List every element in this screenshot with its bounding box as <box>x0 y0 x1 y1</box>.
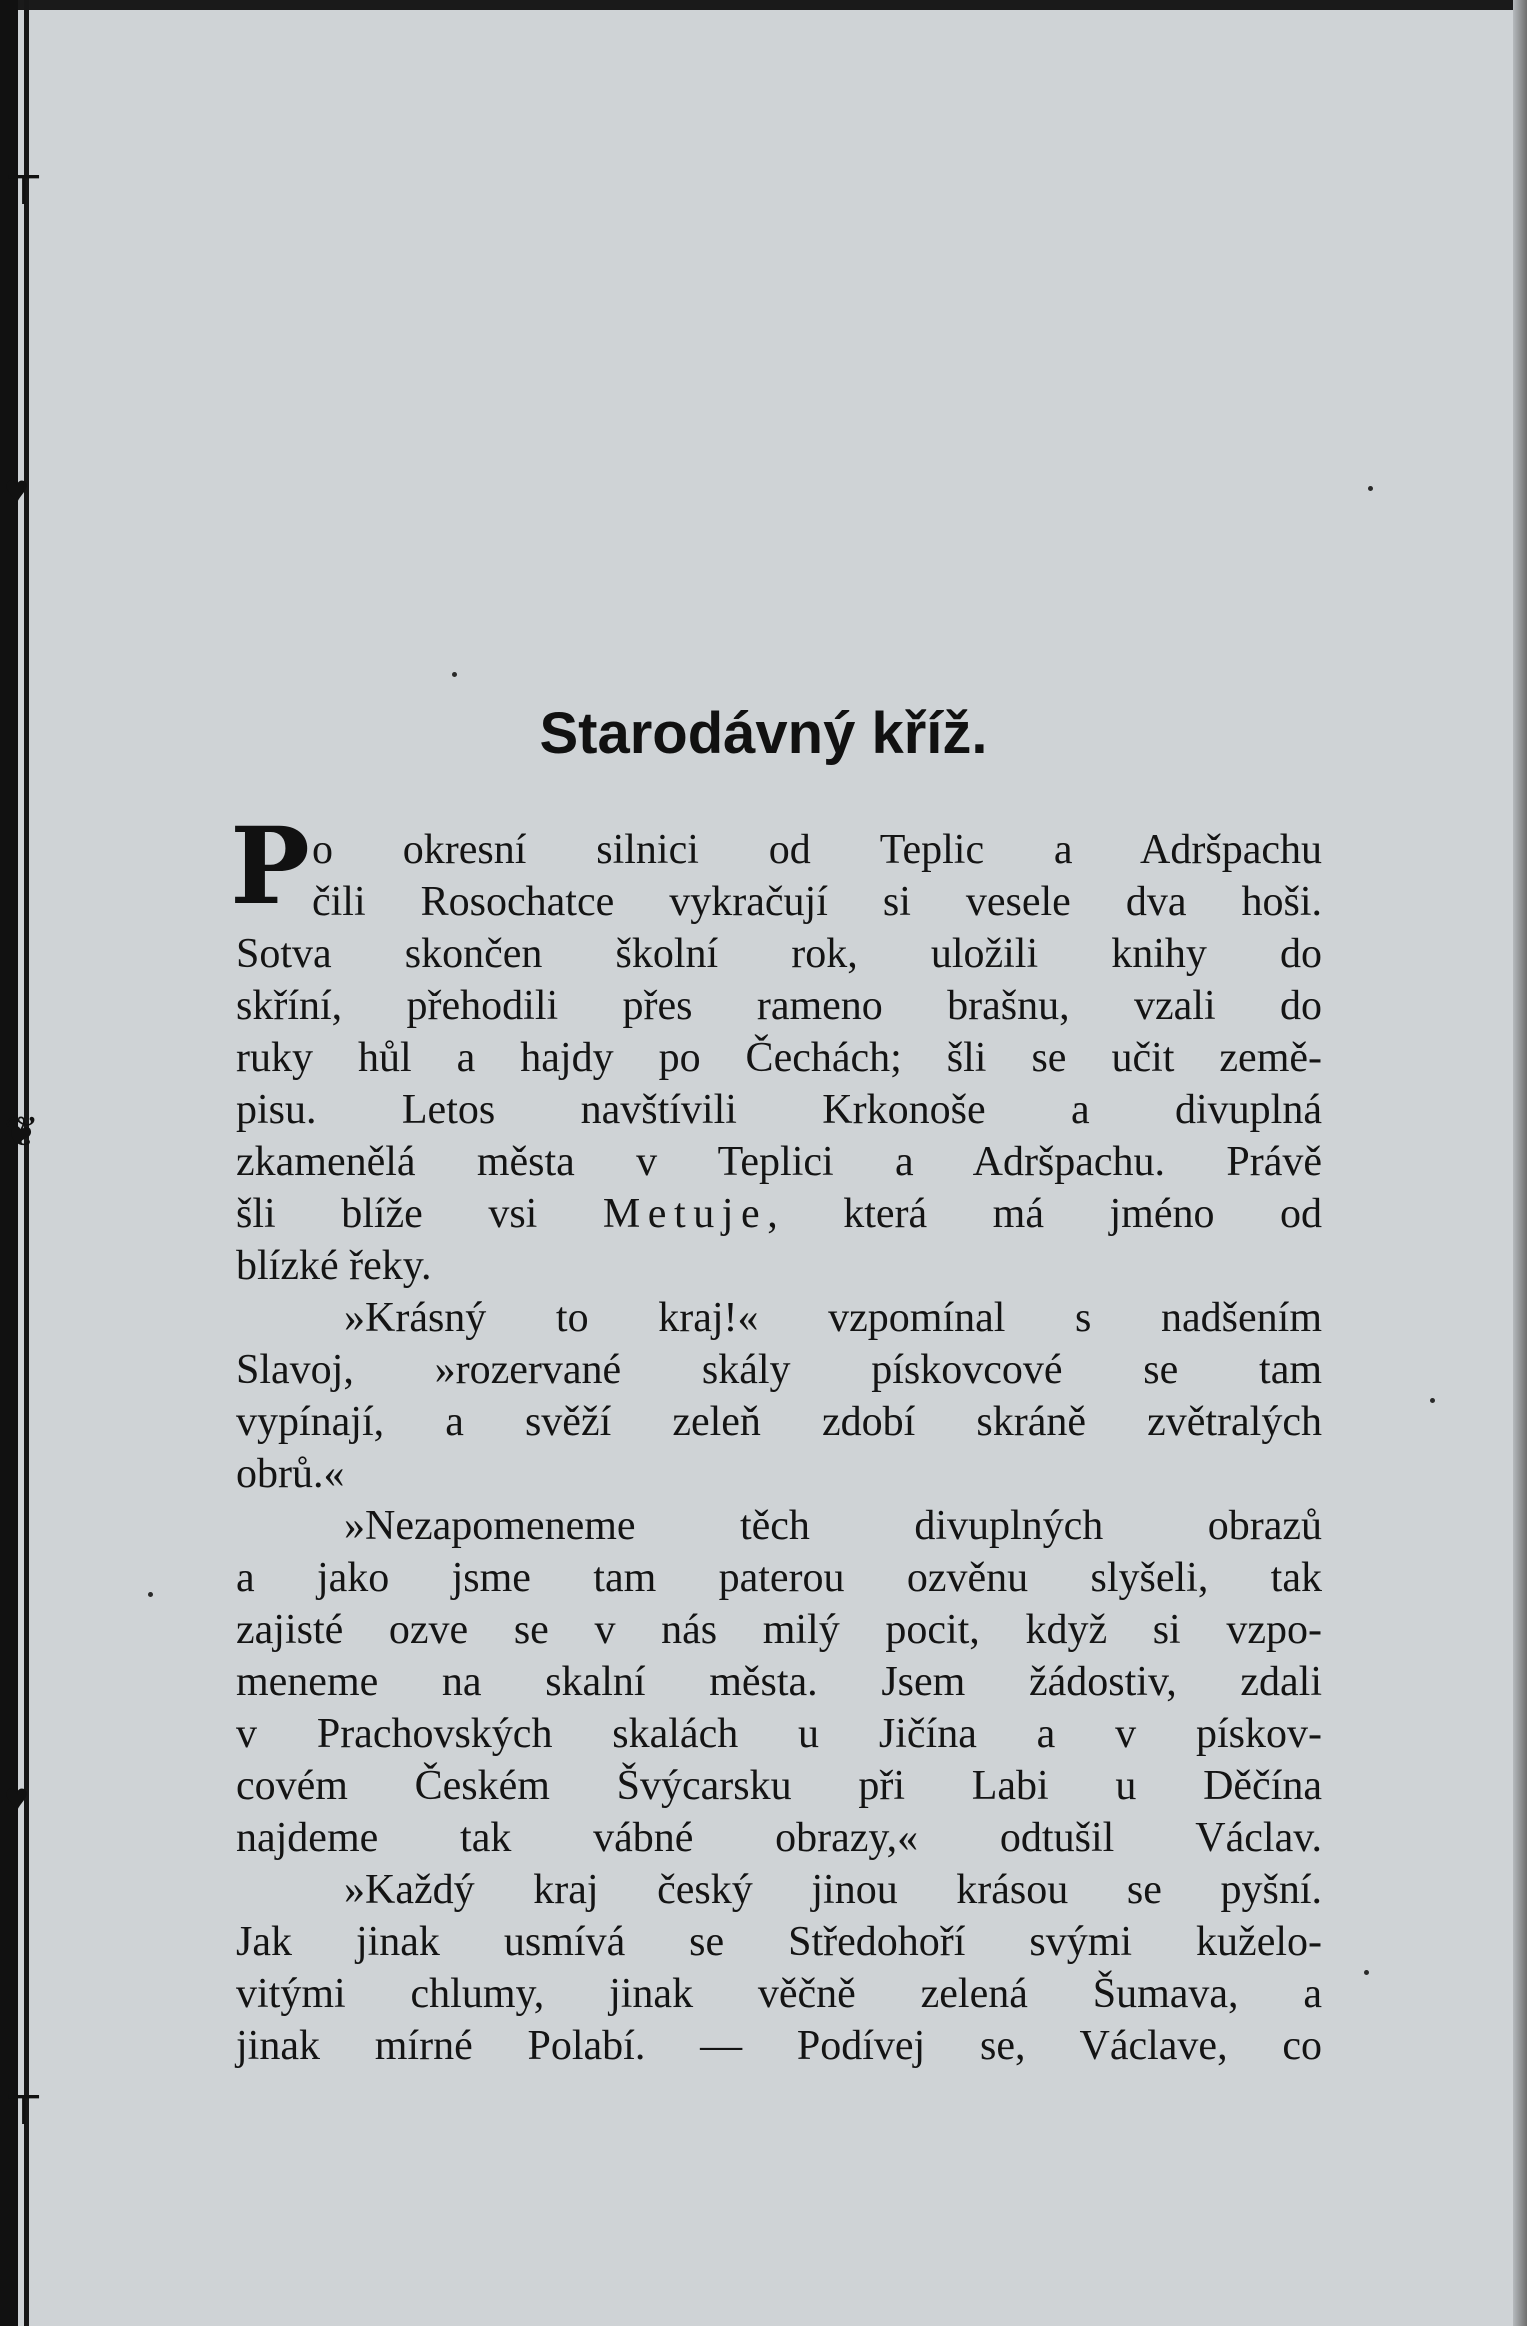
paper-speck <box>148 1592 153 1597</box>
page-right-edge <box>1513 0 1527 2326</box>
text-line: v Prachovských skalách u Jičína a v pískov- <box>236 1711 1322 1757</box>
page-top-edge <box>0 0 1527 10</box>
text-line: ruky hůl a hajdy po Čechách; šli se učit země- <box>236 1035 1322 1081</box>
text-line: zajisté ozve se v nás milý pocit, když si vzpo- <box>236 1607 1322 1653</box>
text-line: zkamenělá města v Teplici a Adršpachu. Právě <box>236 1139 1322 1185</box>
binding-ornament-icon: ♥ <box>4 1776 29 1822</box>
text-line: najdeme tak vábné obrazy,« odtušil Václav. <box>236 1815 1322 1861</box>
binding-ornament-icon: ❦ <box>4 1110 40 1156</box>
text-line: o okresní silnici od Teplic a Adršpachu <box>312 827 1322 873</box>
binding-ornament-icon: ⊤ <box>4 168 44 214</box>
text-segment: šli blíže vsi <box>236 1191 538 1237</box>
binding-rule <box>24 0 29 2326</box>
emphasized-name: Metuje <box>602 1191 768 1237</box>
paper-speck <box>1364 1970 1369 1975</box>
text-line: pisu. Letos navštívili Krkonoše a divuplná <box>236 1087 1322 1133</box>
text-line: »Krásný to kraj!« vzpomínal s nadšením <box>344 1295 1322 1341</box>
text-line: »Každý kraj český jinou krásou se pyšní. <box>344 1867 1322 1913</box>
text-line: skříní, přehodili přes rameno brašnu, vzali do <box>236 983 1322 1029</box>
chapter-title: Starodávný kříž. <box>539 701 988 766</box>
text-line: Slavoj, »rozervané skály pískovcové se tam <box>236 1347 1322 1393</box>
body-text <box>230 803 1322 2072</box>
text-segment: , která má jméno od <box>767 1191 1322 1237</box>
binding-ornament-icon: ⊤ <box>4 2088 44 2134</box>
text-line: jinak mírné Polabí. — Podívej se, Václave, co <box>236 2023 1322 2069</box>
text-line: covém Českém Švýcarsku při Labi u Děčína <box>236 1763 1322 1809</box>
text-line: »Nezapomeneme těch divuplných obrazů <box>344 1503 1322 1549</box>
binding-edge <box>0 0 18 2326</box>
text-line: meneme na skalní města. Jsem žádostiv, zdali <box>236 1659 1322 1705</box>
text-line: obrů.« <box>236 1451 345 1497</box>
paper-speck <box>1368 486 1373 491</box>
text-line: vypínají, a svěží zeleň zdobí skráně zvětralých <box>236 1399 1322 1445</box>
binding-ornament-icon: ♥ <box>4 468 29 514</box>
text-line: čili Rosochatce vykračují si vesele dva hoši. <box>312 879 1322 925</box>
text-line: a jako jsme tam paterou ozvěnu slyšeli, tak <box>236 1555 1322 1601</box>
drop-cap-initial: P <box>230 803 310 928</box>
text-line: Jak jinak usmívá se Středohoří svými kuželo- <box>236 1919 1322 1965</box>
paper-speck <box>1430 1398 1435 1403</box>
text-line: blízké řeky. <box>236 1243 432 1289</box>
text-line-spaced <box>236 1188 1322 1240</box>
text-line: vitými chlumy, jinak věčně zelená Šumava, a <box>236 1971 1322 2017</box>
text-line: Sotva skončen školní rok, uložili knihy do <box>236 931 1322 977</box>
paper-speck <box>452 672 457 677</box>
